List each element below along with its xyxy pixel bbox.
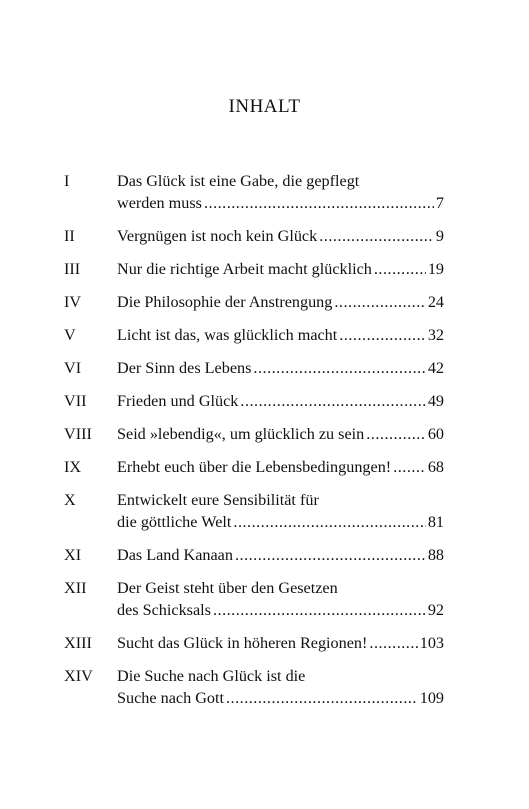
chapter-numeral: XIV <box>64 667 93 685</box>
chapter-title-line <box>117 544 444 566</box>
page-number: 103 <box>419 634 444 652</box>
toc-entry <box>64 544 444 566</box>
dot-leader <box>366 423 426 445</box>
chapter-title-block <box>117 489 444 533</box>
toc-entry <box>64 489 444 533</box>
chapter-title-text: Die Philosophie der Anstrengung <box>117 293 333 311</box>
chapter-title-line <box>117 192 444 214</box>
chapter-numeral: I <box>64 172 70 190</box>
dot-leader <box>393 456 426 478</box>
chapter-title-line <box>117 577 444 599</box>
dot-leader <box>319 225 434 247</box>
toc-entry <box>64 456 444 478</box>
page-title: INHALT <box>228 96 301 117</box>
dot-leader <box>204 192 434 214</box>
chapter-title-text: Der Geist steht über den Gesetzen <box>117 579 338 597</box>
page-number: 7 <box>435 194 444 212</box>
chapter-title-block <box>117 577 444 621</box>
chapter-title-block <box>117 357 444 379</box>
page-number: 49 <box>427 392 444 410</box>
chapter-title-text: des Schicksals <box>117 601 211 619</box>
chapter-title-block <box>117 390 444 412</box>
toc-entry <box>64 324 444 346</box>
dot-leader <box>233 511 425 533</box>
toc-entry <box>64 423 444 445</box>
chapter-title-text: Das Land Kanaan <box>117 546 233 564</box>
page-number: 68 <box>427 458 444 476</box>
chapter-numeral: XIII <box>64 634 92 652</box>
chapter-title-text: Frieden und Glück <box>117 392 239 410</box>
chapter-title-text: Sucht das Glück in höheren Regionen! <box>117 634 368 652</box>
toc-entry <box>64 258 444 280</box>
chapter-title-text: Die Suche nach Glück ist die <box>117 667 306 685</box>
toc-entry <box>64 225 444 247</box>
chapter-title-text: Seid »lebendig«, um glücklich zu sein <box>117 425 365 443</box>
chapter-numeral: VI <box>64 359 82 377</box>
chapter-title-line <box>117 489 444 511</box>
chapter-title-block <box>117 291 444 313</box>
chapter-title-text: Das Glück ist eine Gabe, die gepflegt <box>117 172 360 190</box>
chapter-numeral: IX <box>64 458 82 476</box>
chapter-title-block <box>117 632 444 654</box>
chapter-numeral: XI <box>64 546 82 564</box>
dot-leader <box>339 324 426 346</box>
page-number: 109 <box>419 689 444 707</box>
chapter-title-block <box>117 258 444 280</box>
toc-entry <box>64 357 444 379</box>
page-number: 32 <box>427 326 444 344</box>
chapter-title-text: Entwickelt eure Sensibilität für <box>117 491 319 509</box>
chapter-title-block <box>117 423 444 445</box>
chapter-title-text: Der Sinn des Lebens <box>117 359 252 377</box>
chapter-title-line <box>117 258 444 280</box>
chapter-title-line <box>117 511 444 533</box>
chapter-title-line <box>117 170 444 192</box>
chapter-title-block <box>117 456 444 478</box>
chapter-numeral: V <box>64 326 76 344</box>
page-number: 24 <box>427 293 444 311</box>
chapter-title-text: die göttliche Welt <box>117 513 232 531</box>
toc-entry <box>64 632 444 654</box>
chapter-title-line <box>117 324 444 346</box>
chapter-title-text: Vergnügen ist noch kein Glück <box>117 227 318 245</box>
chapter-title-text: Licht ist das, was glücklich macht <box>117 326 338 344</box>
dot-leader <box>235 544 426 566</box>
chapter-title-line <box>117 632 444 654</box>
chapter-title-block <box>117 665 444 709</box>
toc-entry <box>64 390 444 412</box>
chapter-title-line <box>117 225 444 247</box>
chapter-numeral: III <box>64 260 81 278</box>
page-number: 19 <box>427 260 444 278</box>
chapter-title-text: Erhebt euch über die Lebensbedingungen! <box>117 458 392 476</box>
chapter-title-block <box>117 170 444 214</box>
page-number: 42 <box>427 359 444 377</box>
chapter-title-block <box>117 544 444 566</box>
chapter-title-text: Suche nach Gott <box>117 689 224 707</box>
chapter-title-line <box>117 456 444 478</box>
dot-leader <box>240 390 425 412</box>
chapter-title-line <box>117 291 444 313</box>
chapter-title-block <box>117 225 444 247</box>
chapter-title-line <box>117 423 444 445</box>
dot-leader <box>253 357 425 379</box>
chapter-numeral: X <box>64 491 76 509</box>
chapter-title-text: Nur die richtige Arbeit macht glücklich <box>117 260 372 278</box>
toc-entry <box>64 170 444 214</box>
chapter-title-line <box>117 665 444 687</box>
page-number: 88 <box>427 546 444 564</box>
chapter-title-text: werden muss <box>117 194 202 212</box>
dot-leader <box>369 632 417 654</box>
toc-entry <box>64 291 444 313</box>
page-number: 92 <box>427 601 444 619</box>
chapter-title-block <box>117 324 444 346</box>
page-number: 9 <box>435 227 444 245</box>
page-number: 81 <box>427 513 444 531</box>
page-number: 60 <box>427 425 444 443</box>
dot-leader <box>334 291 425 313</box>
table-of-contents <box>64 170 444 720</box>
chapter-title-line <box>117 357 444 379</box>
toc-entry <box>64 665 444 709</box>
dot-leader <box>374 258 426 280</box>
chapter-title-line <box>117 687 444 709</box>
dot-leader <box>213 599 426 621</box>
chapter-numeral: II <box>64 227 75 245</box>
chapter-numeral: XII <box>64 579 87 597</box>
chapter-numeral: IV <box>64 293 82 311</box>
chapter-numeral: VII <box>64 392 87 410</box>
chapter-title-line <box>117 599 444 621</box>
chapter-numeral: VIII <box>64 425 92 443</box>
chapter-title-line <box>117 390 444 412</box>
dot-leader <box>226 687 418 709</box>
toc-entry <box>64 577 444 621</box>
